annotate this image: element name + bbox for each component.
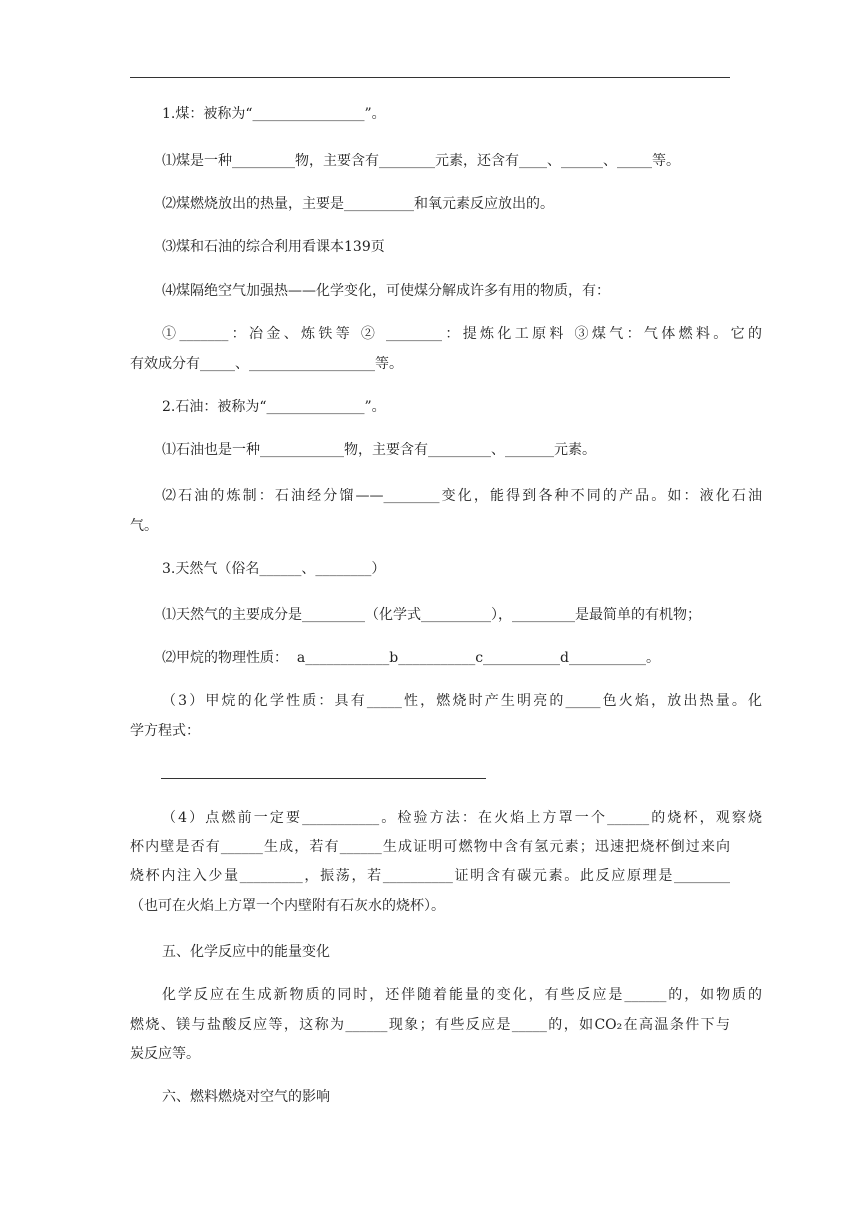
gas-item-2: ⑵甲烷的物理性质： a____________b___________c___________d___________。 (162, 650, 661, 666)
gas-item-4-cont-2: 烧杯内注入少量_________，振荡，若__________证明含有碳元素。此反应原理是________ (130, 868, 730, 884)
coal-item-3: ⑶煤和石油的综合利用看课本139页 (162, 239, 385, 255)
gas-heading: 3.天然气（俗名______、________） (162, 561, 386, 577)
oil-item-2: ⑵石油的炼制：石油经分馏——________变化，能得到各种不同的产品。如：液化石油 (162, 488, 762, 504)
oil-item-1: ⑴石油也是一种____________物，主要含有_________、_______元素。 (162, 442, 596, 458)
section-six-heading: 六、燃料燃烧对空气的影响 (162, 1089, 330, 1105)
gas-item-3-cont: 学方程式： (130, 723, 200, 739)
energy-paragraph-2: 燃烧、镁与盐酸反应等，这称为______现象；有些反应是_____的，如CO₂在高温条件下与 (130, 1017, 730, 1033)
gas-item-4: （4）点燃前一定要___________。检验方法：在火焰上方罩一个______的烧杯，观察烧 (162, 810, 762, 826)
gas-item-4-cont-1: 杯内壁是否有______生成，若有______生成证明可燃物中含有氢元素；迅速把烧杯倒过来向 (130, 839, 730, 855)
energy-paragraph-1: 化学反应在生成新物质的同时，还伴随着能量的变化，有些反应是______的，如物质的 (162, 987, 762, 1003)
gas-item-1: ⑴天然气的主要成分是_________（化学式__________），_________是最简单的有机物； (162, 607, 701, 623)
coal-heading: 1.煤：被称为“________________”。 (162, 106, 386, 122)
equation-answer-line (161, 778, 486, 779)
coal-products-line: ①_______：冶金、炼铁等 ② ________：提炼化工原料 ③煤气：气体燃料。它的 (162, 326, 762, 342)
oil-heading: 2.石油：被称为“______________”。 (162, 399, 386, 415)
coal-products-line-2: 有效成分有_____、__________________等。 (130, 356, 403, 372)
section-five-heading: 五、化学反应中的能量变化 (162, 944, 330, 960)
gas-item-4-cont-3: （也可在火焰上方罩一个内壁附有石灰水的烧杯）。 (130, 898, 445, 914)
coal-item-1: ⑴煤是一种_________物，主要含有________元素，还含有____、______、_____等。 (162, 153, 680, 169)
gas-item-3: （3）甲烷的化学性质：具有_____性，燃烧时产生明亮的_____色火焰，放出热量。化 (162, 693, 762, 709)
coal-item-2: ⑵煤燃烧放出的热量，主要是__________和氧元素反应放出的。 (162, 196, 554, 212)
coal-item-4: ⑷煤隔绝空气加强热——化学变化，可使煤分解成许多有用的物质，有： (162, 283, 610, 299)
oil-item-2-cont: 气。 (130, 518, 158, 534)
energy-paragraph-3: 炭反应等。 (130, 1046, 200, 1062)
header-rule (130, 77, 730, 78)
